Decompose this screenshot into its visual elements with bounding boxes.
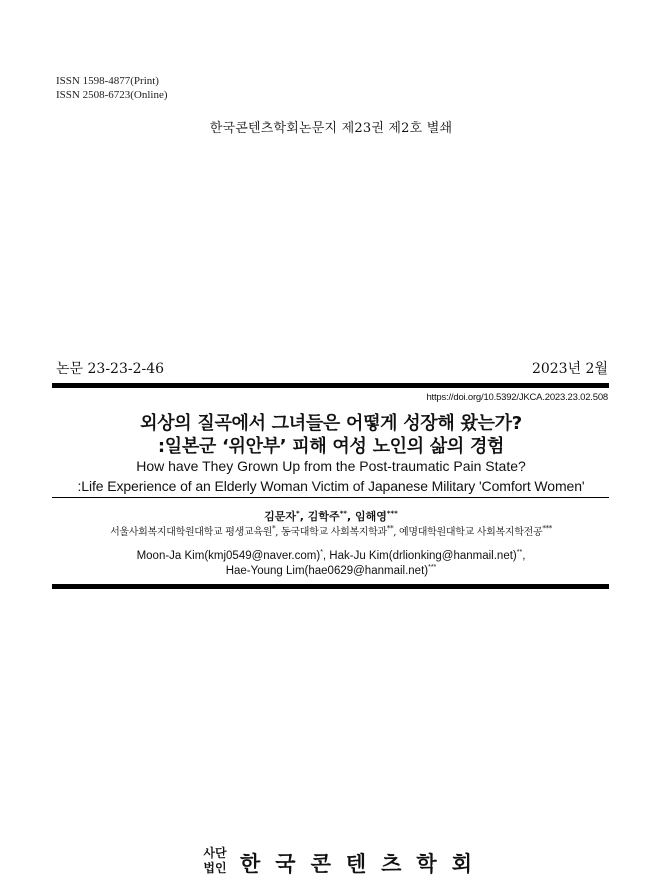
publisher-name: 한국콘텐츠학회 [240,851,488,876]
title-english-line1: How have They Grown Up from the Post-traumatic Pain State? [136,458,526,474]
author-3-ko: 임해영 [354,510,387,523]
author-3-mark: *** [386,509,398,518]
affiliation-3-mark: *** [542,524,552,533]
author-2-en: , Hak-Ju Kim(drlionking@hanmail.net) [322,550,517,562]
authors-korean [0,508,662,524]
author-2-ko: 김학주 [307,510,340,523]
author-separator: , [299,510,308,523]
issn-print: ISSN 1598-4877(Print) [56,75,159,87]
title-english-line2: :Life Experience of an Elderly Woman Victim of Japanese Military 'Comfort Women' [77,478,585,494]
paper-number: 논문 23-23-2-46 [56,361,165,377]
author-2-en-tail: , [522,550,526,562]
issn-online: ISSN 2508-6723(Online) [56,89,168,101]
authors-english-line1 [0,550,662,562]
author-1-en-mark: * [320,549,323,557]
affiliation-2: 동국대학교 사회복지학과 [281,527,387,538]
affiliation-2-mark: ** [386,524,394,533]
author-1-en: Moon-Ja Kim(kmj0549@naver.com) [136,550,321,562]
publisher-corp-top: 사단 [203,846,227,860]
bottom-rule [52,584,609,589]
affiliations [0,523,662,538]
doi-link[interactable]: https://doi.org/10.5392/JKCA.2023.23.02.508 [426,392,608,403]
title-divider [52,497,609,498]
publisher-corp-bottom: 법인 [203,861,227,875]
affiliation-separator: , [393,527,400,538]
affiliation-separator: , [275,527,282,538]
top-rule [52,383,609,388]
publication-date: 2023년 2월 [531,361,608,377]
author-2-mark: ** [339,509,347,518]
author-1-ko: 김문자 [264,510,297,523]
author-1-mark: * [296,509,300,518]
title-korean-line2: :일본군 ‘위안부’ 피해 여성 노인의 삶의 경험 [157,436,505,457]
affiliation-1-mark: * [272,524,276,533]
author-separator: , [346,510,355,523]
authors-english-line2 [0,565,662,577]
author-3-en: Hae-Young Lim(hae0629@hanmail.net) [225,565,429,577]
author-3-en-mark: *** [428,564,437,572]
affiliation-3: 예명대학원대학교 사회복지학전공 [399,527,543,538]
title-korean-line1: 외상의 질곡에서 그녀들은 어떻게 성장해 왔는가? [140,413,522,434]
affiliation-1: 서울사회복지대학원대학교 평생교육원 [110,527,273,538]
author-2-en-mark: ** [516,549,523,557]
journal-line: 한국콘텐츠학회논문지 제23권 제2호 별쇄 [209,121,453,136]
